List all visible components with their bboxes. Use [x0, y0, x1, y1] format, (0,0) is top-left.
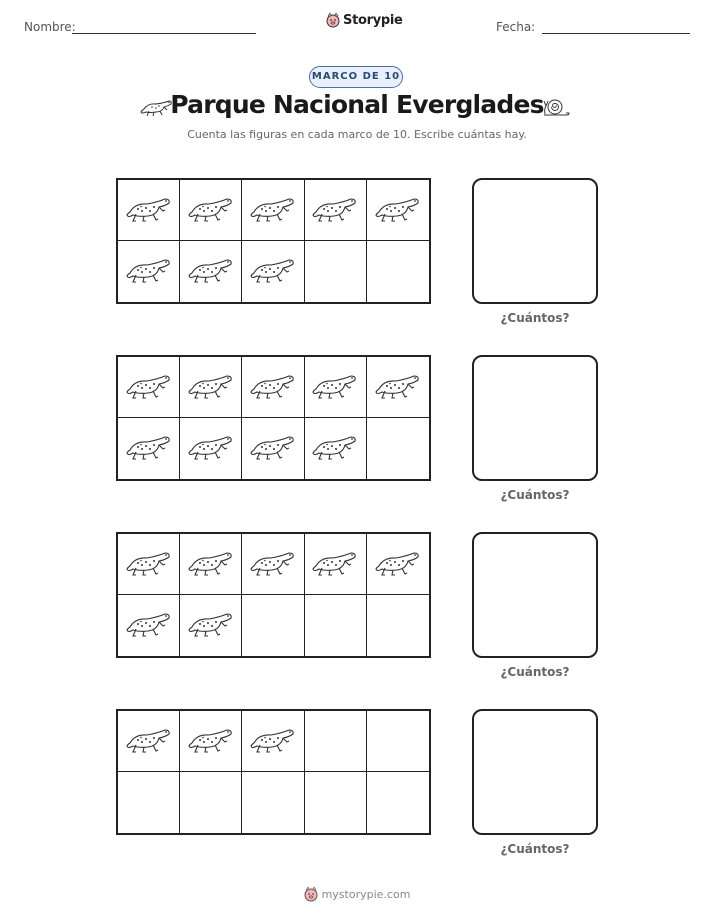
- lizard-icon: [374, 367, 422, 408]
- frame-cell: [118, 418, 180, 479]
- lizard-icon: [249, 721, 297, 762]
- frame-cell: [242, 711, 304, 772]
- frame-cell: [305, 180, 367, 241]
- frame-cell: [118, 595, 180, 656]
- page-title: Parque Nacional Everglades: [170, 90, 544, 119]
- lizard-icon: [125, 190, 173, 231]
- lizard-icon: [187, 367, 235, 408]
- lizard-icon: [249, 251, 297, 292]
- lizard-icon: [125, 721, 173, 762]
- exercise-1: [0, 178, 714, 343]
- frame-cell: [305, 418, 367, 479]
- answer-prompt: ¿Cuántos?: [500, 311, 570, 325]
- frame-cell: [367, 180, 429, 241]
- brand-logo: [326, 12, 403, 28]
- frame-cell: [242, 357, 304, 418]
- frame-cell: [367, 357, 429, 418]
- answer-prompt: ¿Cuántos?: [500, 488, 570, 502]
- lizard-icon: [187, 190, 235, 231]
- frame-cell: [305, 357, 367, 418]
- name-label: Nombre:: [24, 20, 76, 34]
- date-label: Fecha:: [496, 20, 536, 34]
- frame-cell: [180, 595, 242, 656]
- ten-frame: [116, 355, 431, 481]
- frame-cell: [242, 241, 304, 302]
- name-line[interactable]: [72, 33, 256, 34]
- frame-cell: [242, 534, 304, 595]
- footer: [0, 886, 714, 902]
- frame-cell: [367, 241, 429, 302]
- snail-icon: [541, 95, 571, 119]
- lizard-icon: [125, 251, 173, 292]
- lizard-icon: [125, 605, 173, 646]
- frame-cell: [242, 418, 304, 479]
- lizard-icon: [374, 544, 422, 585]
- lizard-icon: [125, 367, 173, 408]
- ten-frame: [116, 532, 431, 658]
- frame-cell: [118, 180, 180, 241]
- lizard-icon: [374, 190, 422, 231]
- lizard-icon: [311, 544, 359, 585]
- lizard-icon: [311, 367, 359, 408]
- ten-frame: [116, 709, 431, 835]
- frame-cell: [305, 595, 367, 656]
- answer-box[interactable]: [472, 532, 598, 658]
- pig-mascot-icon: [304, 886, 318, 902]
- frame-cell: [367, 418, 429, 479]
- pig-mascot-icon: [326, 12, 340, 28]
- frame-cell: [180, 534, 242, 595]
- exercise-3: [0, 532, 714, 697]
- frame-cell: [242, 180, 304, 241]
- lizard-icon: [311, 190, 359, 231]
- answer-box[interactable]: [472, 178, 598, 304]
- footer-site: mystorypie.com: [321, 887, 411, 901]
- frame-cell: [118, 357, 180, 418]
- date-line[interactable]: [542, 33, 690, 34]
- lizard-icon: [249, 367, 297, 408]
- lizard-icon: [187, 721, 235, 762]
- frame-cell: [118, 534, 180, 595]
- frame-cell: [180, 711, 242, 772]
- lizard-icon: [125, 544, 173, 585]
- frame-cell: [118, 241, 180, 302]
- frame-cell: [242, 772, 304, 833]
- frame-cell: [118, 711, 180, 772]
- lizard-icon: [187, 251, 235, 292]
- frame-cell: [242, 595, 304, 656]
- exercise-2: [0, 355, 714, 520]
- lizard-icon: [249, 544, 297, 585]
- frame-cell: [305, 711, 367, 772]
- frame-cell: [305, 534, 367, 595]
- frame-cell: [305, 241, 367, 302]
- lizard-icon: [311, 428, 359, 469]
- frame-cell: [180, 418, 242, 479]
- frame-cell: [367, 534, 429, 595]
- frame-cell: [305, 772, 367, 833]
- lizard-icon: [187, 544, 235, 585]
- lizard-icon: [187, 605, 235, 646]
- ten-frame: [116, 178, 431, 304]
- instructions: Cuenta las figuras en cada marco de 10. Escribe cuántas hay.: [187, 128, 527, 141]
- lizard-icon: [187, 428, 235, 469]
- frame-cell: [367, 595, 429, 656]
- frame-cell: [180, 180, 242, 241]
- frame-cell: [367, 772, 429, 833]
- frame-cell: [180, 772, 242, 833]
- frame-cell: [367, 711, 429, 772]
- frame-cell: [180, 357, 242, 418]
- answer-prompt: ¿Cuántos?: [500, 842, 570, 856]
- lizard-icon: [249, 428, 297, 469]
- brand-name: Storypie: [343, 12, 403, 28]
- frame-cell: [180, 241, 242, 302]
- frame-cell: [118, 772, 180, 833]
- lizard-icon: [249, 190, 297, 231]
- answer-prompt: ¿Cuántos?: [500, 665, 570, 679]
- exercise-4: [0, 709, 714, 874]
- worksheet-type-badge: MARCO DE 10: [309, 66, 403, 88]
- answer-box[interactable]: [472, 709, 598, 835]
- lizard-icon: [125, 428, 173, 469]
- answer-box[interactable]: [472, 355, 598, 481]
